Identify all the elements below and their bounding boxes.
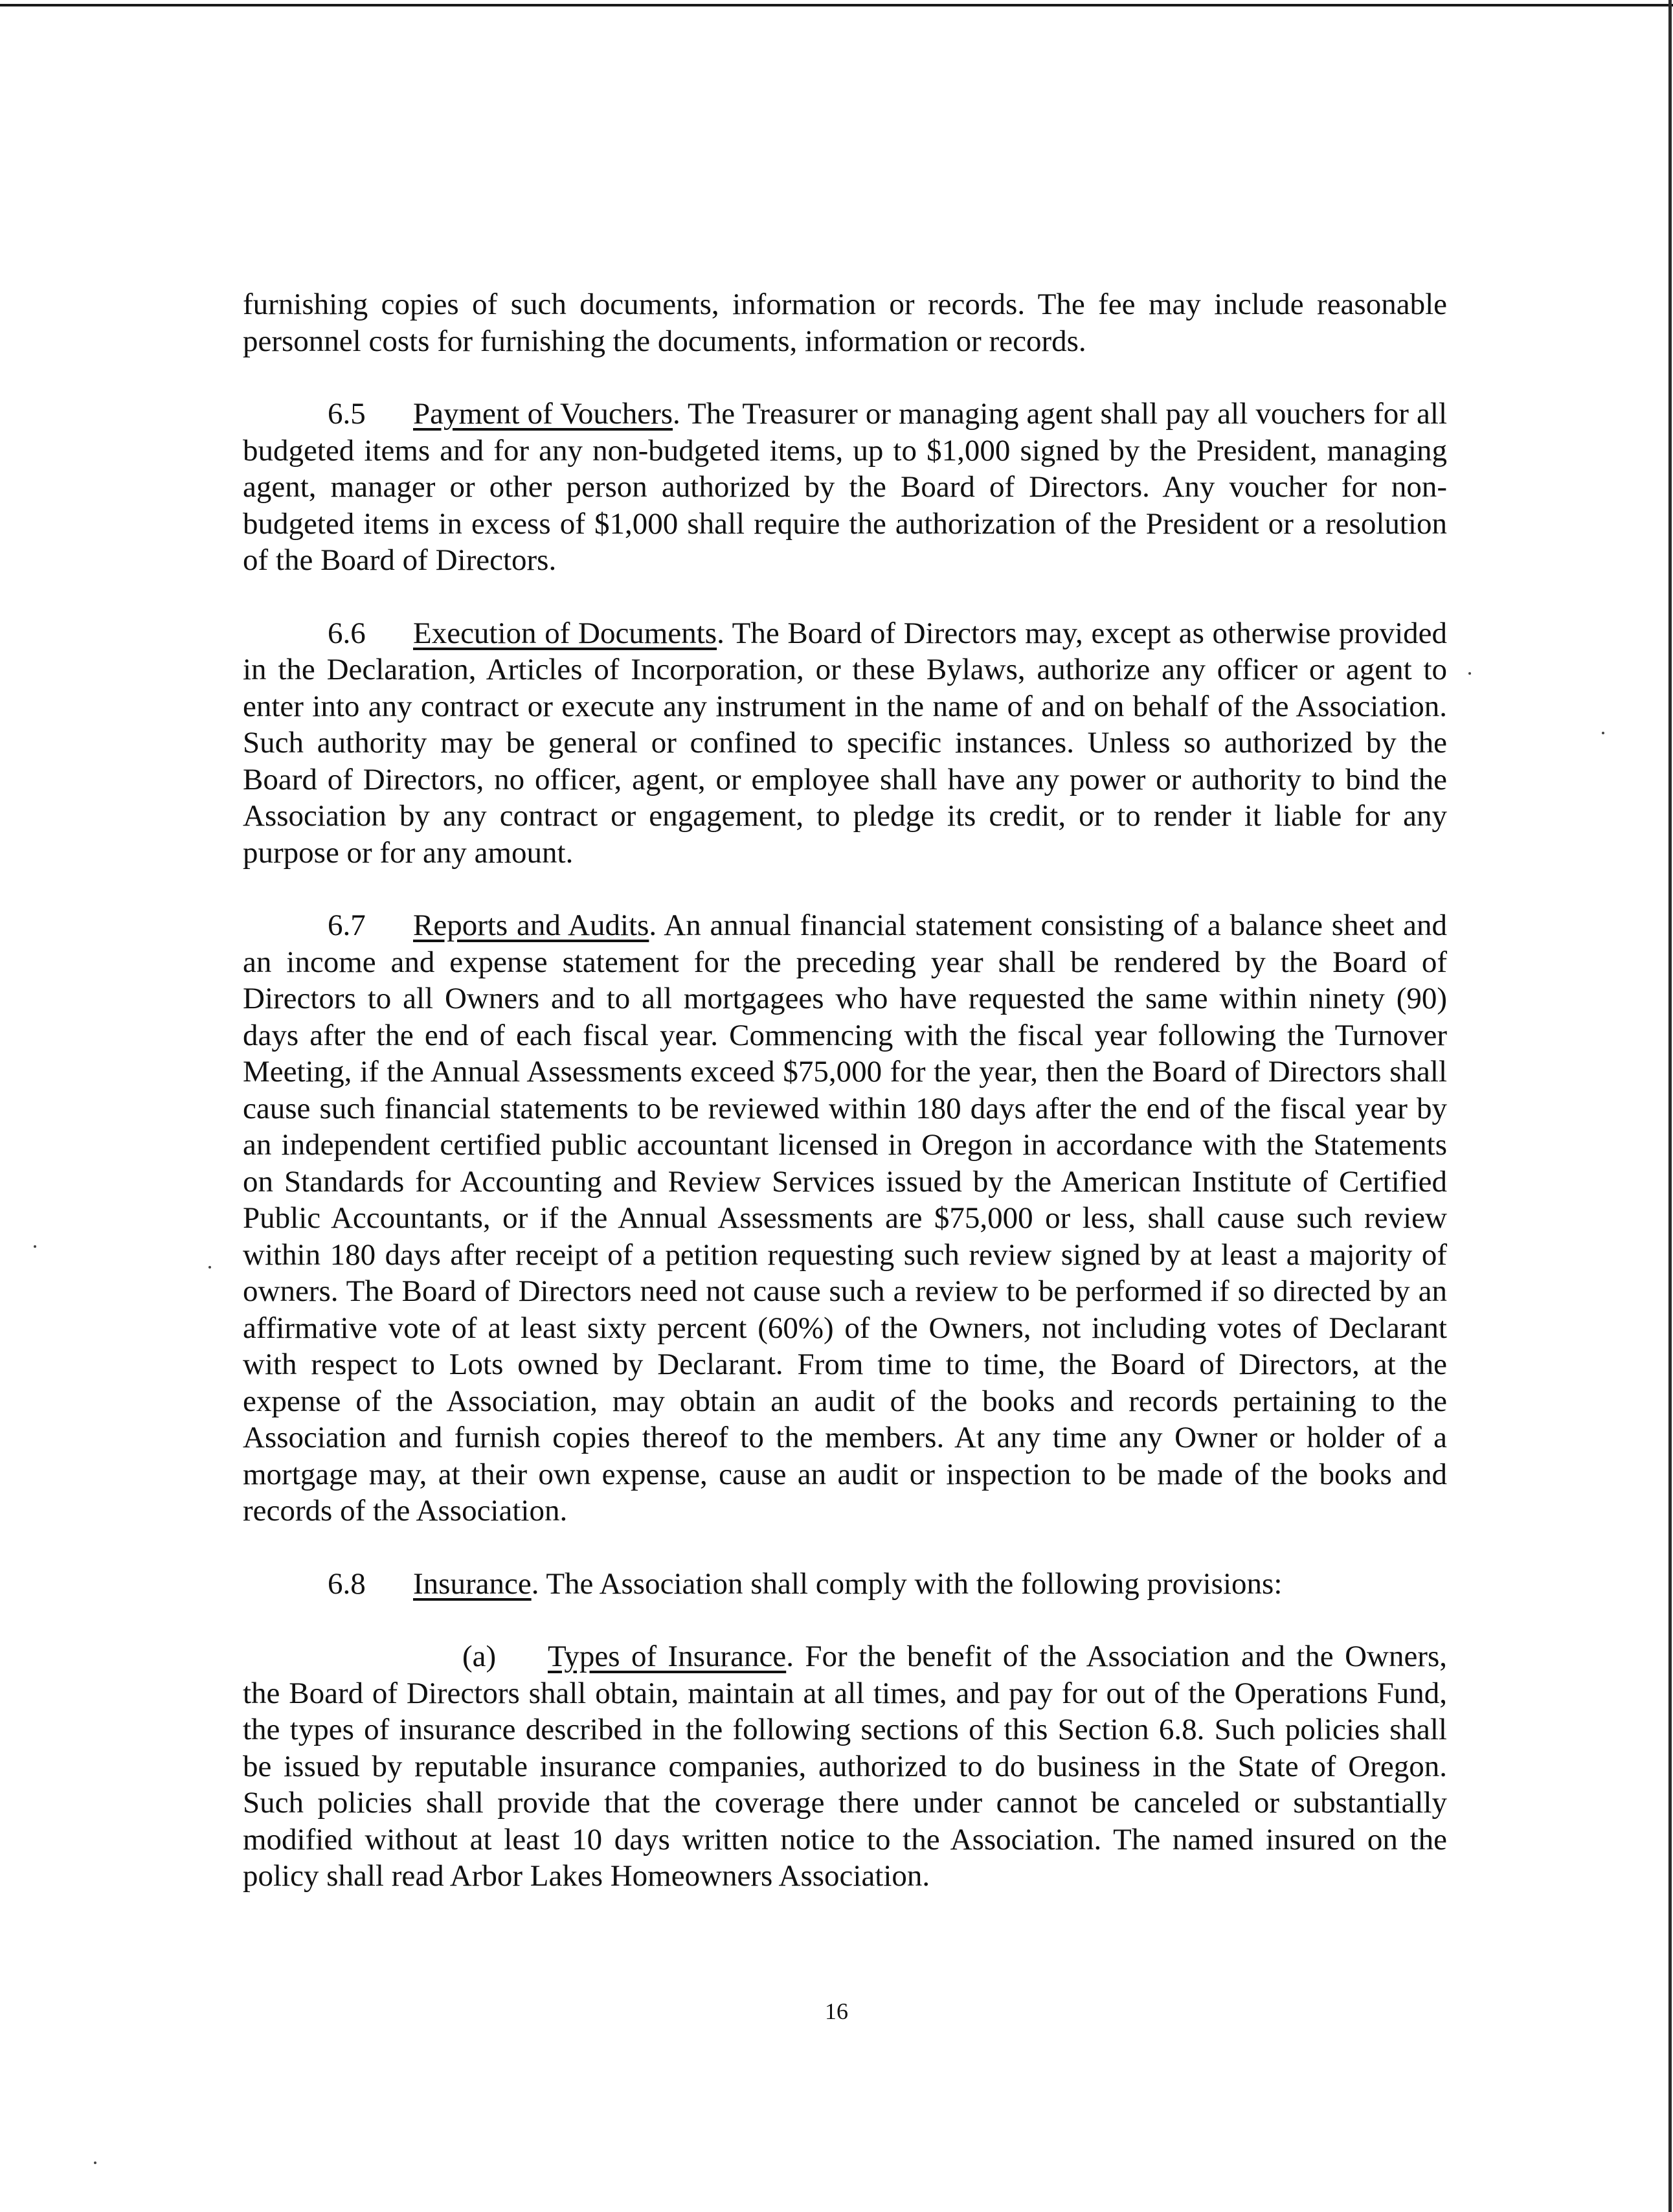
scan-top-border xyxy=(0,4,1673,6)
scan-speck xyxy=(208,1266,211,1269)
section-body: . The Board of Directors may, except as otherwise provided in the Declaration, Articles of Incorporation, or these Bylaws, authorize any officer or agent to enter into any contract or execute any instrument in the name of and on behalf of the Association. Such authority may be general or confined to specific instances. Unless so authorized by the Board of Directors, no officer, agent, or employee shall have any power or authority to bind the Association by any contract or engagement, to pledge its credit, or to render it liable for any purpose or for any amount. xyxy=(243,616,1447,870)
section-number: 6.8 xyxy=(328,1566,366,1601)
scan-speck xyxy=(1602,732,1604,734)
section-body: . The Association shall comply with the following provisions: xyxy=(531,1566,1283,1601)
section-6-5-payment-of-vouchers xyxy=(243,396,1447,579)
section-6-7-reports-and-audits xyxy=(243,907,1447,1529)
scan-speck xyxy=(94,2161,96,2164)
section-number: 6.7 xyxy=(328,909,366,942)
section-heading: Reports and Audits xyxy=(413,909,649,942)
section-heading: Payment of Vouchers xyxy=(413,397,673,431)
section-number: 6.6 xyxy=(328,616,366,650)
scan-speck xyxy=(1468,672,1471,675)
subsection-number: (a) xyxy=(462,1640,497,1673)
subsection-heading: Types of Insurance xyxy=(548,1640,787,1673)
document-body xyxy=(243,286,1447,1931)
section-heading: Execution of Documents xyxy=(413,616,717,650)
section-6-6-execution-of-documents xyxy=(243,615,1447,872)
section-heading: Insurance xyxy=(413,1566,532,1601)
section-6-8-insurance xyxy=(243,1566,1447,1603)
scan-right-border xyxy=(1668,0,1672,2212)
section-body: . The Treasurer or managing agent shall pay all vouchers for all budgeted items and for any non-budgeted items, up to $1,000 signed by the President, managing agent, manager or other person authorized by the Board of Directors. Any voucher for non-budgeted items in excess of $1,000 shall require the authorization of the President or a resolution of the Board of Directors. xyxy=(243,397,1448,577)
subsection-a-types-of-insurance xyxy=(243,1638,1447,1895)
section-number: 6.5 xyxy=(328,397,366,431)
paragraph-continuation: furnishing copies of such documents, information or records. The fee may include reasonable personnel costs for furnishing the documents, information or records. xyxy=(243,288,1447,358)
section-body: . An annual financial statement consisting of a balance sheet and an income and expense statement for the preceding year shall be rendered by the Board of Directors to all Owners and to all mortgagees who have requested the same within ninety (90) days after the end of each fiscal year. Commencing with the fiscal year following the Turnover Meeting, if the Annual Assessments exceed $75,000 for the year, then the Board of Directors shall cause such financial statements to be reviewed within 180 days after the end of the fiscal year by an independent certified public accountant licensed in Oregon in accordance with the Statements on Standards for Accounting and Review Services issued by the American Institute of Certified Public Accountants, or if the Annual Assessments are $75,000 or less, shall cause such review within 180 days after receipt of a petition requesting such review signed by at least a majority of owners. The Board of Directors need not cause such a review to be performed if so directed by an affirmative vote of at least sixty percent (60%) of the Owners, not including votes of Declarant with respect to Lots owned by Declarant. From time to time, the Board of Directors, at the expense of the Association, may obtain an audit of the books and records pertaining to the Association and furnish copies thereof to the members. At any time any Owner or holder of a mortgage may, at their own expense, cause an audit or inspection to be made of the books and records of the Association. xyxy=(243,909,1448,1528)
subsection-body: . For the benefit of the Association and the Owners, the Board of Directors shall obtain, maintain at all times, and pay for out of the Operations Fund, the types of insurance described in the following sections of this Section 6.8. Such policies shall be issued by reputable insurance companies, authorized to do business in the State of Oregon. Such policies shall provide that the coverage there under cannot be canceled or substantially modified without at least 10 days written notice to the Association. The named insured on the policy shall read Arbor Lakes Homeowners Association. xyxy=(243,1640,1448,1893)
page-number: 16 xyxy=(825,1998,848,2024)
scan-speck xyxy=(34,1245,36,1248)
